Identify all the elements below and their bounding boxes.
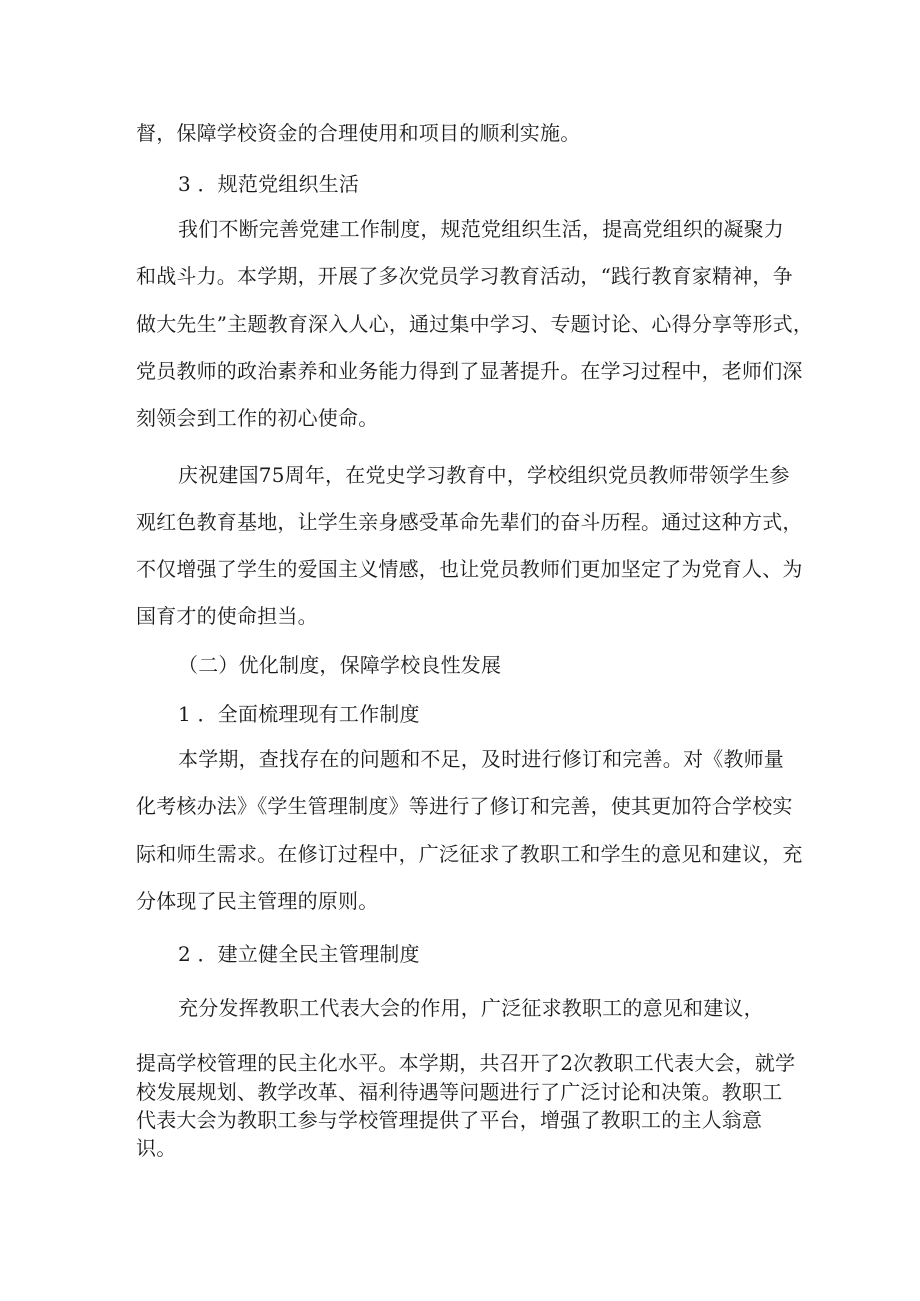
text-line: 刻领会到工作的初心使命。 xyxy=(136,406,379,430)
text-line: 分体现了民主管理的原则。 xyxy=(136,889,379,913)
text-line: 代表大会为教职工参与学校管理提供了平台，增强了教职工的主人翁意 xyxy=(136,1108,763,1132)
text-line: 和战斗力。本学期，开展了多次党员学习教育活动，“践行教育家精神，争 xyxy=(136,264,793,288)
text-line: 充分发挥教职工代表大会的作用，广泛征求教职工的意见和建议， xyxy=(178,996,764,1020)
text-line: 不仅增强了学生的爱国主义情感，也让党员教师们更加坚定了为党育人、为 xyxy=(136,557,803,581)
text-line: 做大先生”主题教育深入人心，通过集中学习、专题讨论、心得分享等形式， xyxy=(136,312,814,336)
text-line: 党员教师的政治素养和业务能力得到了显著提升。在学习过程中，老师们深 xyxy=(136,359,803,383)
section-heading: （二）优化制度，保障学校良性发展 xyxy=(178,653,502,677)
section-heading: 3 ．规范党组织生活 xyxy=(178,172,360,196)
text-line: 观红色教育基地，让学生亲身感受革命先辈们的奋斗历程。通过这种方式， xyxy=(136,510,803,534)
text-line: 化考核办法》《学生管理制度》等进行了修订和完善，使其更加符合学校实 xyxy=(136,794,793,818)
text-line: 督，保障学校资金的合理使用和项目的顺利实施。 xyxy=(136,121,581,145)
text-line: 庆祝建国75周年，在党史学习教育中，学校组织党员教师带领学生参 xyxy=(178,463,790,487)
text-line: 国育才的使命担当。 xyxy=(136,604,318,628)
text-line: 我们不断完善党建工作制度，规范党组织生活，提高党组织的凝聚力 xyxy=(178,217,784,241)
subsection-heading: 2 ．建立健全民主管理制度 xyxy=(178,942,420,966)
text-line: 提高学校管理的民主化水平。本学期，共召开了2次教职工代表大会，就学 xyxy=(136,1051,796,1075)
text-line: 校发展规划、教学改革、福利待遇等问题进行了广泛讨论和决策。教职工 xyxy=(136,1080,783,1104)
subsection-heading: 1 ．全面梳理现有工作制度 xyxy=(178,702,420,726)
text-line: 际和师生需求。在修订过程中，广泛征求了教职工和学生的意见和建议，充 xyxy=(136,842,803,866)
text-line: 识。 xyxy=(136,1136,177,1160)
text-line: 本学期，查找存在的问题和不足，及时进行修订和完善。对《教师量 xyxy=(178,747,784,771)
